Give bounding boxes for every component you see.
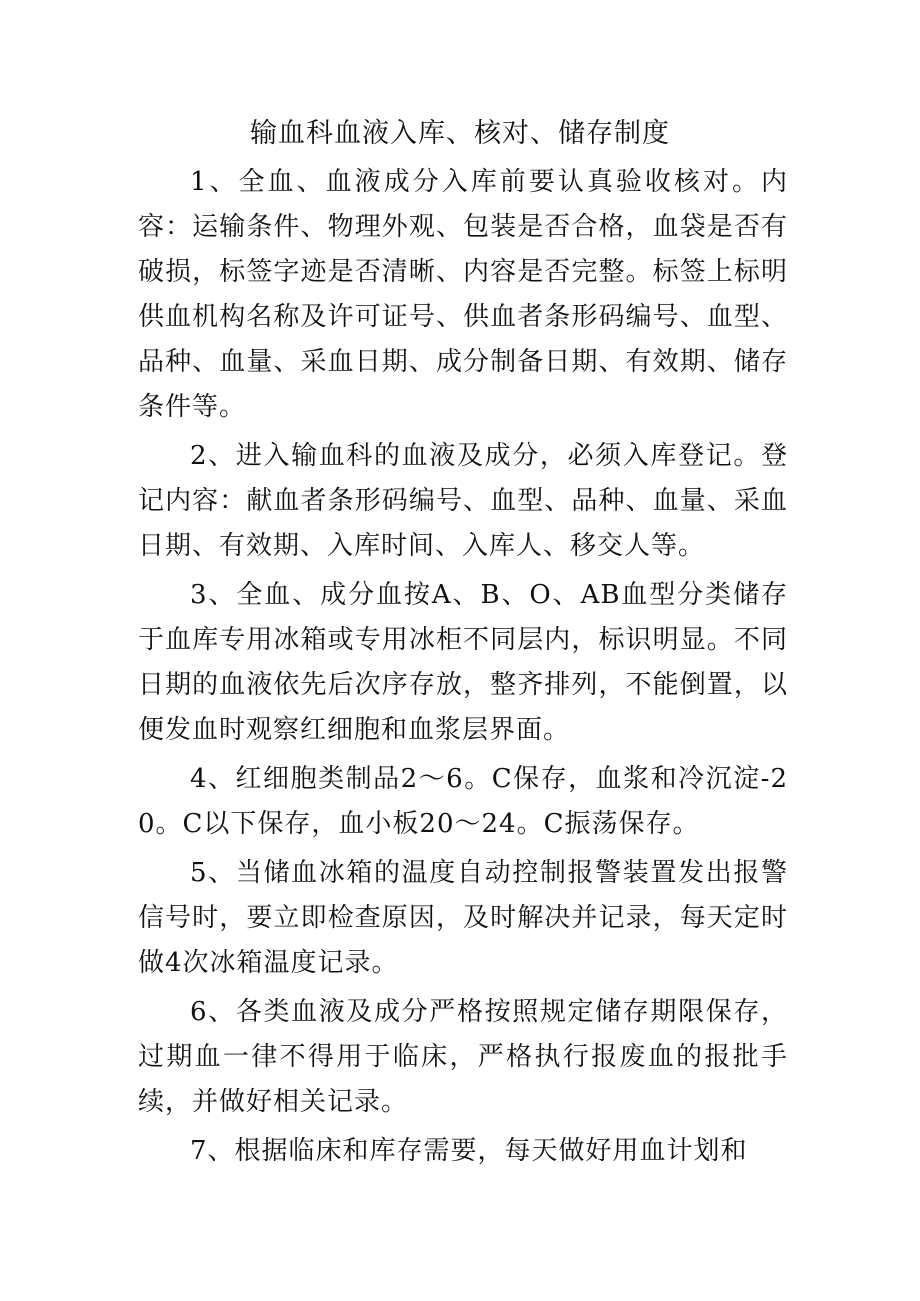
paragraph-4: 4、红细胞类制品2～6。C保存，血浆和冷沉淀-20。C以下保存，血小板20～24。C振荡保存。 xyxy=(138,764,788,839)
document-title: 输血科血液入库、核对、储存制度 xyxy=(250,118,670,149)
paragraph-3: 3、全血、成分血按A、B、O、AB血型分类储存于血库专用冰箱或专用冰柜不同层内，标识明显。不同日期的血液依先后次序存放，整齐排列，不能倒置，以便发血时观察红细胞和血浆层界面。 xyxy=(138,580,788,745)
paragraph-5: 5、当储血冰箱的温度自动控制报警装置发出报警信号时，要立即检查原因，及时解决并记录，每天定时做4次冰箱温度记录。 xyxy=(138,858,788,978)
paragraph-1: 1、全血、血液成分入库前要认真验收核对。内容：运输条件、物理外观、包装是否合格，血袋是否有破损，标签字迹是否清晰、内容是否完整。标签上标明供血机构名称及许可证号、供血者条形码编号、血型、品种、血量、采血日期、成分制备日期、有效期、储存条件等。 xyxy=(138,167,788,422)
paragraph-6: 6、各类血液及成分严格按照规定储存期限保存，过期血一律不得用于临床，严格执行报废血的报批手续，并做好相关记录。 xyxy=(138,997,788,1117)
paragraph-2: 2、进入输血科的血液及成分，必须入库登记。登记内容：献血者条形码编号、血型、品种、血量、采血日期、有效期、入库时间、入库人、移交人等。 xyxy=(138,441,788,561)
paragraph-7: 7、根据临床和库存需要，每天做好用血计划和 xyxy=(190,1136,748,1166)
document-body xyxy=(138,160,788,1178)
